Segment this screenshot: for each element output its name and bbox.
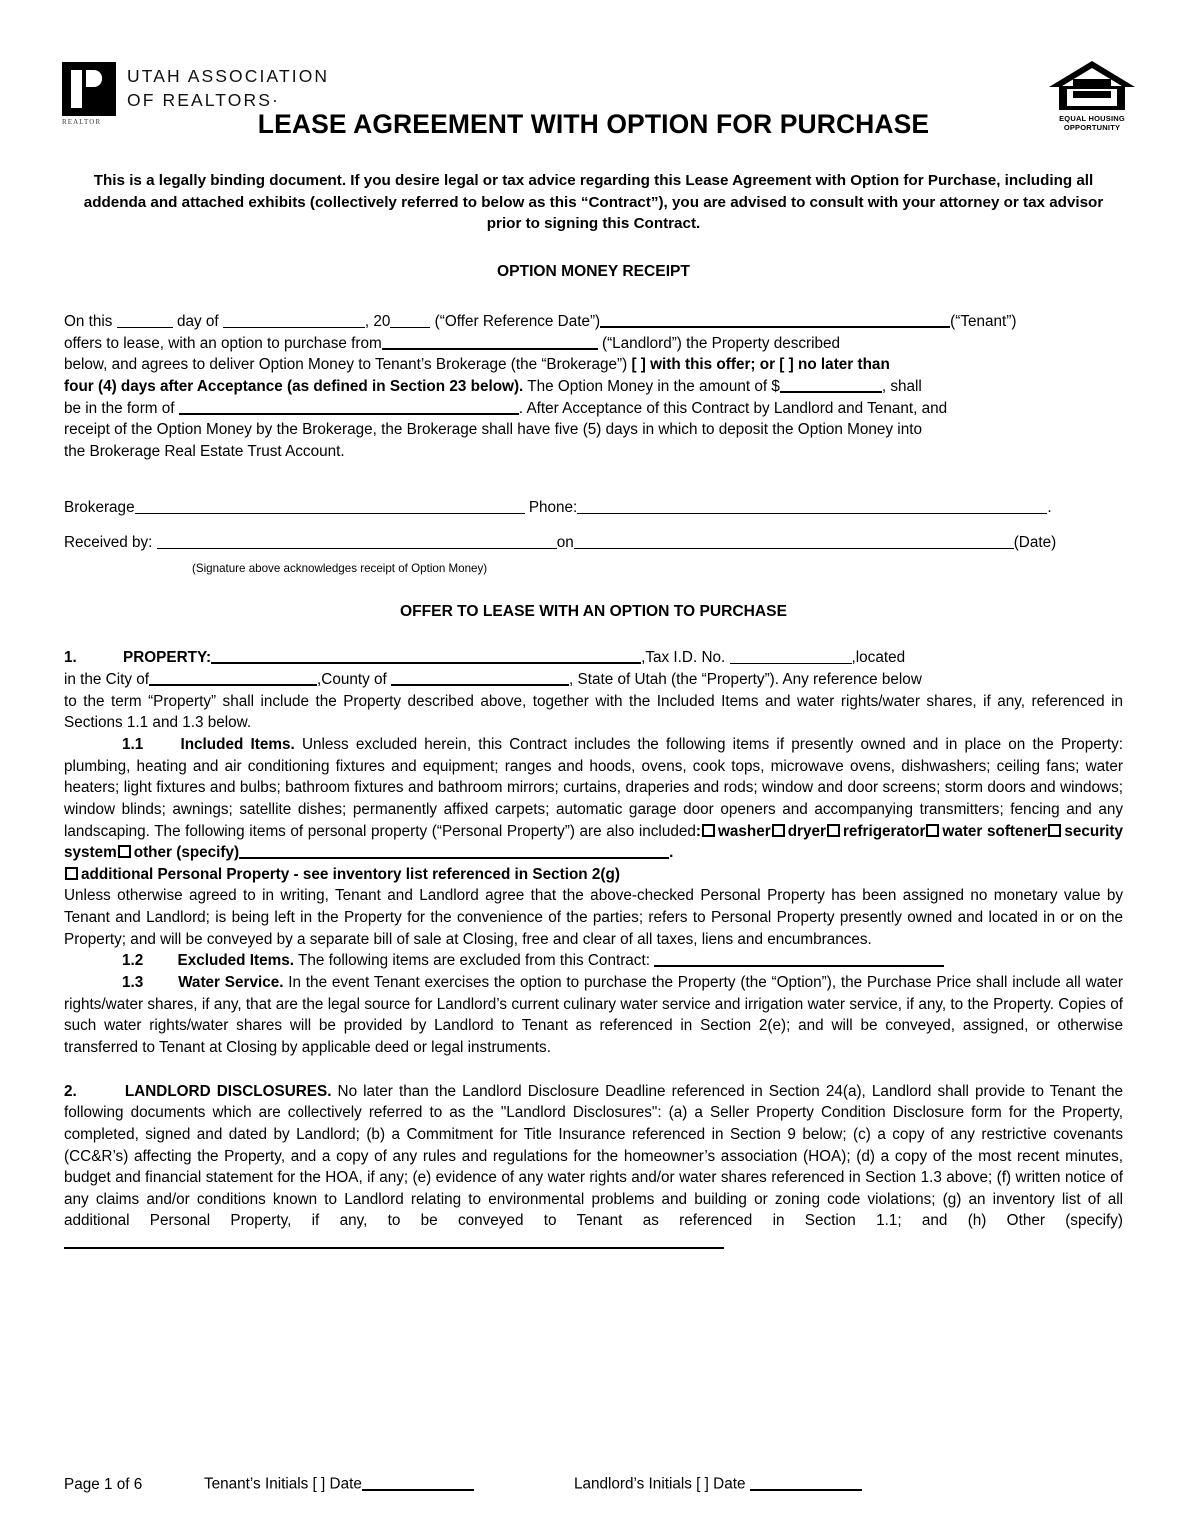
section-1-rest-paragraph: to the term “Property” shall include the Property described above, together with the Included Items and water rights/water shares, if any, referenced in Sections 1.1 and 1.3 below. xyxy=(64,692,1123,732)
after-acceptance-label: . After Acceptance of this Contract by Landlord and Tenant, and xyxy=(518,399,948,417)
year-prefix-label: , 20 xyxy=(364,313,391,331)
checkbox-security-system[interactable] xyxy=(1048,824,1061,837)
tenant-initials-field[interactable] xyxy=(204,1474,574,1494)
tax-id-label: ,Tax I.D. No. xyxy=(641,649,726,667)
day-blank[interactable] xyxy=(117,313,173,329)
state-label: , State of Utah (the “Property”). Any reference below xyxy=(569,671,922,689)
section-1-title: PROPERTY: xyxy=(123,649,212,667)
section-1-1-number: 1.1 xyxy=(122,735,144,753)
page-footer xyxy=(0,1474,1187,1494)
logo-line-2: OF REALTORS· xyxy=(127,90,280,111)
option-money-receipt-heading: OPTION MONEY RECEIPT xyxy=(497,263,690,281)
checkbox-water-softener[interactable] xyxy=(926,824,939,837)
page-title: LEASE AGREEMENT WITH OPTION FOR PURCHASE xyxy=(257,109,930,139)
section-1-2-excluded-items xyxy=(64,950,1123,972)
checkbox-label-washer: washer xyxy=(717,822,771,840)
section-1-1-title: Included Items. xyxy=(180,735,295,753)
tax-id-blank[interactable] xyxy=(730,649,852,665)
section-2-title: LANDLORD DISCLOSURES. xyxy=(124,1082,332,1100)
landlord-initials-label: Landlord’s Initials [ ] Date xyxy=(574,1476,746,1493)
phone-input-blank[interactable] xyxy=(577,498,1047,514)
received-by-label: Received by: xyxy=(64,534,153,552)
equal-housing-opportunity-logo xyxy=(1045,58,1139,132)
checkbox-label-additional-personal-property: additional Personal Property - see inventory list referenced in Section 2(g) xyxy=(81,865,620,883)
landlord-name-blank[interactable] xyxy=(382,333,598,350)
checkbox-label-dryer: dryer xyxy=(787,822,826,840)
logo-line-1: UTAH ASSOCIATION xyxy=(127,66,330,86)
checkbox-label-other: other (specify) xyxy=(133,844,240,862)
tenant-initials-label: Tenant’s Initials [ ] Date xyxy=(204,1476,362,1493)
receipt-fields xyxy=(64,497,1123,576)
four-days-after-acceptance-label: four (4) days after Acceptance (as defined in Section 23 below). xyxy=(64,378,524,396)
personal-property-closing-paragraph: Unless otherwise agreed to in writing, Tenant and Landlord agree that the above-checked Personal Property has been assigned no monetary value by Tenant and Landlord; is being left in the Property for the convenience of the parties; refers to Personal Property presently owned and located in or on the Property; and will be conveyed by a separate bill of sale at Closing, free and clear of all taxes, liens and encumbrances. xyxy=(64,887,1123,948)
section-2-text: No later than the Landlord Disclosure Deadline referenced in Section 24(a), Landlord shall provide to Tenant the following documents which are collectively referred to as the "Landlord Disclosures": (a) a Seller Property Condition Disclosure form for the Property, completed, signed and dated by Landlord; (b) a Commitment for Title Insurance referenced in Section 9 below; (c) a copy of any restrictive covenants (CC&R’s) affecting the Property, and a copy of any rules and regulations for the homeowner’s association (HOA); (d) a copy of the most recent minutes, budget and financial statement for the HOA, if any; (e) evidence of any water rights and/or water shares referenced in Section 1.3 above; (f) written notice of any claims and/or conditions known to Landlord relating to environmental problems and building or zoning code violations; (g) an inventory list of all additional Personal Property, if any, to be conveyed to Tenant as referenced in Section 1.1; xyxy=(64,1082,1124,1230)
landlord-parenthetical: (“Landlord”) the Property described xyxy=(601,334,841,352)
section-1-1-included-items xyxy=(64,734,1123,864)
month-blank[interactable] xyxy=(223,313,365,329)
tenant-name-blank[interactable] xyxy=(600,312,950,329)
realtor-wordmark-label: REALTOR xyxy=(62,118,102,126)
landlord-date-blank[interactable] xyxy=(750,1474,862,1491)
offer-to-lease-heading: OFFER TO LEASE WITH AN OPTION TO PURCHASE xyxy=(400,603,787,621)
offer-reference-date-label: (“Offer Reference Date”) xyxy=(434,313,601,331)
checkbox-washer[interactable] xyxy=(702,824,715,837)
checkbox-refrigerator[interactable] xyxy=(827,824,840,837)
received-date-blank[interactable] xyxy=(574,534,1014,550)
checkbox-other[interactable] xyxy=(118,845,131,858)
on-label: on xyxy=(556,534,574,552)
section-1-3-title: Water Service. xyxy=(178,974,284,992)
section-1-3-number: 1.3 xyxy=(122,974,144,992)
other-disclosures-blank[interactable] xyxy=(64,1233,724,1250)
logo-text xyxy=(127,62,329,112)
county-label: ,County of xyxy=(317,671,387,689)
city-blank[interactable] xyxy=(149,670,317,687)
other-personal-property-blank[interactable] xyxy=(239,843,669,860)
excluded-items-blank[interactable] xyxy=(654,951,944,968)
section-2-landlord-disclosures xyxy=(64,1081,1123,1254)
realtor-r-mark-icon xyxy=(62,62,116,126)
on-this-label: On this xyxy=(64,313,113,331)
brokerage-input-blank[interactable] xyxy=(135,498,525,514)
shall-label: , shall xyxy=(881,378,922,396)
checkbox-label-water-softener: water softener xyxy=(942,822,1048,840)
offers-to-lease-label: offers to lease, with an option to purchase from xyxy=(64,334,382,352)
be-in-the-form-of-label: be in the form of xyxy=(64,399,175,417)
checkbox-label-security-system: security system xyxy=(64,822,1123,862)
tenant-date-blank[interactable] xyxy=(362,1474,474,1491)
checkbox-label-refrigerator: refrigerator xyxy=(842,822,926,840)
signature-note: (Signature above acknowledges receipt of Option Money) xyxy=(192,561,488,575)
trust-account-label: the Brokerage Real Estate Trust Account. xyxy=(64,443,345,461)
included-items-colon: : xyxy=(695,822,701,840)
offer-timing-checkboxes[interactable]: [ ] with this offer; or [ ] no later than xyxy=(631,356,890,374)
property-address-blank[interactable] xyxy=(211,648,641,665)
brokerage-row: Brokerage Phone: . xyxy=(64,498,1052,516)
located-label: ,located xyxy=(851,649,906,667)
option-money-amount-blank[interactable] xyxy=(780,377,882,394)
section-1-2-number: 1.2 xyxy=(122,952,144,970)
section-1-2-title: Excluded Items. xyxy=(177,952,294,970)
tenant-parenthetical: (“Tenant”) xyxy=(950,313,1017,331)
option-money-receipt-paragraph xyxy=(64,311,1123,462)
received-by-row xyxy=(64,532,1123,553)
eho-caption-line-2: OPPORTUNITY xyxy=(1063,122,1121,132)
received-by-signature-blank[interactable] xyxy=(157,534,557,550)
eho-caption-line-1: EQUAL HOUSING xyxy=(1059,114,1125,123)
county-blank[interactable] xyxy=(391,670,569,687)
section-1-property xyxy=(64,647,1123,734)
option-money-amount-label: The Option Money in the amount of $ xyxy=(527,378,780,396)
section-1-2-text: The following items are excluded from this Contract: xyxy=(297,952,650,970)
section-1-1-text: Unless excluded herein, this Contract includes the following items if presently owned and in place on the Property: plumbing, heating and air conditioning fixtures and equipment; ranges and hoods, ovens, cook tops, microwave ovens, dishwashers; ceiling fans; water heaters; light fixtures and bulbs; bathroom fixtures and bathroom mirrors; curtains, draperies and rods; window and door screens; storm doors and windows; window blinds; awnings; satellite dishes; permanently affixed carpets; automatic garage door openers and accompanying transmitters; fencing and any landscaping. The following items of personal property (“Personal Property”) are also included xyxy=(64,735,1124,840)
section-1-number: 1. xyxy=(64,649,77,667)
date-label: (Date) xyxy=(1013,534,1057,552)
city-label: in the City of xyxy=(64,671,150,689)
section-2-number: 2. xyxy=(64,1082,77,1100)
legal-notice-paragraph: This is a legally binding document. If you desire legal or tax advice regarding this Lease Agreement with Option for Purchase, including all addenda and attached exhibits (collectively referred to below as this “Contract”), you are advised to consult with your attorney or tax advisor prior to signing this Contract. xyxy=(83,172,1104,233)
phone-label: Phone: xyxy=(528,498,578,516)
other-trailing-period: . xyxy=(669,844,674,862)
form-of-payment-blank[interactable] xyxy=(179,398,519,415)
page-number: Page 1 of 6 xyxy=(64,1476,143,1493)
section-2-tail: and (h) Other (specify) xyxy=(921,1212,1124,1230)
deliver-option-money-label: below, and agrees to deliver Option Money to Tenant’s Brokerage (the “Brokerage”) xyxy=(64,356,628,374)
equal-housing-house-icon xyxy=(1045,58,1139,114)
year-blank[interactable] xyxy=(390,313,430,329)
section-1-3-water-service xyxy=(64,972,1123,1059)
checkbox-dryer[interactable] xyxy=(772,824,785,837)
receipt-deposit-label: receipt of the Option Money by the Brokerage, the Brokerage shall have five (5) days in which to deposit the Option Money into xyxy=(64,421,922,439)
additional-personal-property-row xyxy=(64,864,1123,886)
section-1-3-text: In the event Tenant exercises the option to purchase the Property (the “Option”), the Purchase Price shall include all water rights/water shares, if any, that are the legal source for Landlord’s current culinary water service and irrigation water service, if any, to the Property. Copies of such water rights/water shares will be provided by Landlord to Tenant as referenced in Section 2(e); and will be conveyed, assigned, or otherwise transferred to Tenant at Closing by applicable deed or legal instruments. xyxy=(64,974,1123,1056)
utah-association-of-realtors-logo xyxy=(62,62,330,126)
checkbox-additional-personal-property[interactable] xyxy=(65,867,78,880)
brokerage-label: Brokerage xyxy=(64,498,135,516)
day-of-label: day of xyxy=(176,313,219,331)
landlord-initials-field[interactable] xyxy=(574,1474,1123,1494)
